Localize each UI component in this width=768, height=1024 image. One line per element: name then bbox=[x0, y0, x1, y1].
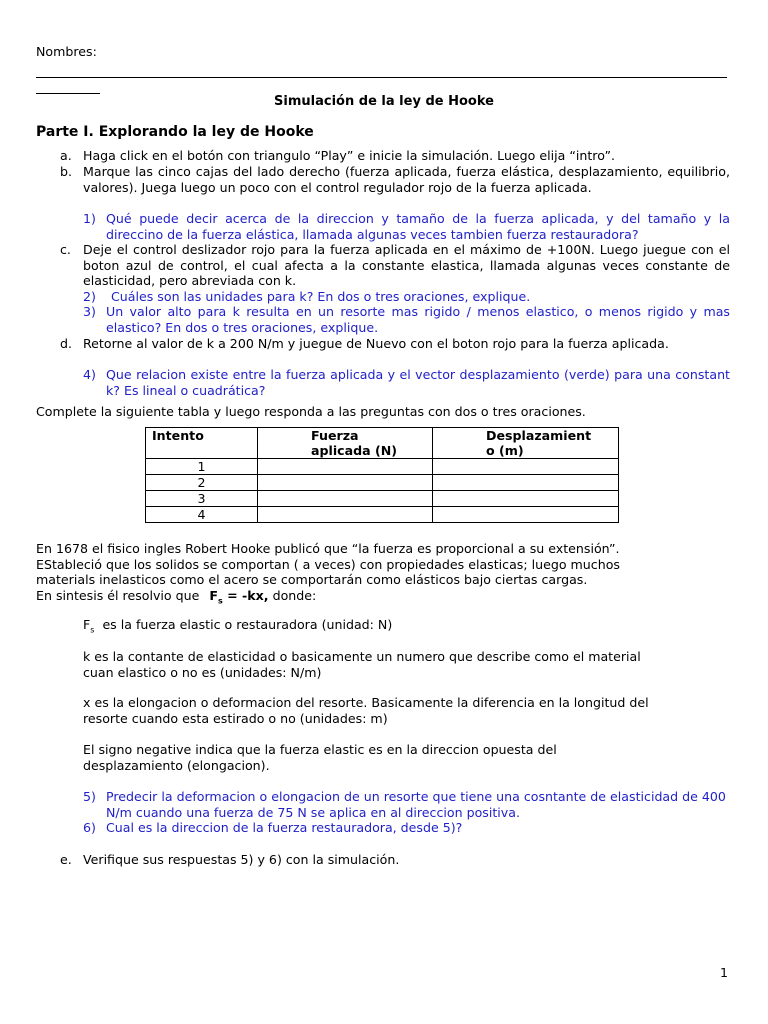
item-c-marker: c. bbox=[60, 242, 71, 257]
question-4-text: Que relacion existe entre la fuerza aplicada y el vector desplazamiento (verde) para una constant k? Es lineal o cuadrática? bbox=[106, 367, 730, 398]
sign-line-2: desplazamiento (elongacion). bbox=[83, 757, 270, 773]
item-b-marker: b. bbox=[60, 164, 72, 179]
page-title: Simulación de la ley de Hooke bbox=[274, 94, 494, 109]
desplazamiento-cell[interactable] bbox=[433, 507, 619, 523]
header-fuerza-line2: aplicada (N) bbox=[311, 443, 398, 458]
item-b-text: Marque las cinco cajas del lado derecho (fuerza aplicada, fuerza elástica, desplazamiento, equilibrio, valores). Juega luego un poco con el control regulador rojo de la fuerza aplicada. bbox=[83, 164, 730, 195]
table-row bbox=[146, 475, 619, 491]
table-row bbox=[146, 459, 619, 475]
hooke-formula bbox=[209, 588, 269, 606]
desplazamiento-cell[interactable] bbox=[433, 491, 619, 507]
fs-symbol: F bbox=[83, 617, 91, 632]
intento-cell: 3 bbox=[146, 491, 258, 507]
fs-text: es la fuerza elastic o restauradora (unidad: N) bbox=[102, 617, 393, 632]
x-line-1: x es la elongacion o deformacion del resorte. Basicamente la diferencia en la longitud del bbox=[83, 695, 649, 710]
history-paragraph bbox=[36, 541, 620, 609]
question-5-text: Predecir la deformacion o elongacion de un resorte que tiene una cosntante de elasticidad de 400 N/m cuando una fuerza de 75 N se aplica en al direccion positiva. bbox=[106, 789, 726, 820]
desplazamiento-cell[interactable] bbox=[433, 475, 619, 491]
header-intento bbox=[146, 428, 258, 459]
item-e-text: Verifique sus respuestas 5) y 6) con la simulación. bbox=[83, 852, 400, 867]
data-table bbox=[145, 427, 619, 523]
history-line-1: En 1678 el fisico ingles Robert Hooke publicó que “la fuerza es proporcional a su extensión”. bbox=[36, 541, 620, 556]
header-desp-line2: o (m) bbox=[486, 443, 524, 458]
history-line-2: EStableció que los solidos se comportan ( a veces) con propiedades elasticas; luego muchos bbox=[36, 556, 620, 572]
formula-f: F bbox=[209, 588, 218, 604]
question-1-text: Qué puede decir acerca de la direccion y tamaño de la fuerza aplicada, y del tamaño y la direccino de la fuerza elástica, llamada algunas veces tambien fuerza restauradora? bbox=[106, 211, 730, 242]
history-line-4-prefix: En sintesis él resolvio que bbox=[36, 588, 200, 604]
definition-k bbox=[83, 649, 641, 680]
item-a-marker: a. bbox=[60, 148, 72, 163]
desplazamiento-cell[interactable] bbox=[433, 459, 619, 475]
fs-sub: s bbox=[90, 625, 95, 635]
header-desp-line1: Desplazamient bbox=[486, 428, 592, 443]
question-6-text: Cual es la direccion de la fuerza restauradora, desde 5)? bbox=[106, 820, 463, 835]
definition-x bbox=[83, 695, 649, 726]
part-title: Parte I. Explorando la ley de Hooke bbox=[36, 124, 314, 140]
header-desplazamiento bbox=[433, 428, 619, 459]
names-line bbox=[36, 77, 727, 78]
table-header-row bbox=[146, 428, 619, 459]
history-line-4-suffix: donde: bbox=[268, 588, 317, 604]
question-5-marker: 5) bbox=[83, 789, 96, 804]
question-2-marker: 2) bbox=[83, 289, 96, 304]
fuerza-cell[interactable] bbox=[258, 475, 433, 491]
question-2-text: Cuáles son las unidades para k? En dos o tres oraciones, explique. bbox=[111, 289, 531, 304]
fuerza-cell[interactable] bbox=[258, 507, 433, 523]
item-c-text: Deje el control deslizador rojo para la fuerza aplicada en el máximo de +100N. Luego juegue con el boton azul de control, el cual afecta a la constante elastica, llamada algunas veces constante de elasticidad, pero abreviada con k. bbox=[83, 242, 730, 289]
question-1-marker: 1) bbox=[83, 211, 96, 226]
formula-sub: s bbox=[217, 596, 223, 606]
table-intro: Complete la siguiente tabla y luego responda a las preguntas con dos o tres oraciones. bbox=[36, 404, 586, 419]
definition-fs bbox=[83, 617, 392, 635]
names-label: Nombres: bbox=[36, 44, 97, 59]
intento-cell: 2 bbox=[146, 475, 258, 491]
history-line-3: materials inelasticos como el acero se comportarán como elásticos bajo ciertas cargas. bbox=[36, 572, 588, 588]
question-6-marker: 6) bbox=[83, 820, 96, 835]
question-4-marker: 4) bbox=[83, 367, 96, 382]
header-fuerza-line1: Fuerza bbox=[311, 428, 359, 443]
item-e-marker: e. bbox=[60, 852, 72, 867]
item-d-marker: d. bbox=[60, 336, 72, 351]
item-a-text: Haga click en el botón con triangulo “Play” e inicie la simulación. Luego elija “intro”. bbox=[83, 148, 615, 163]
question-3-text: Un valor alto para k resulta en un resorte mas rigido / menos elastico, o menos rigido y mas elastico? En dos o tres oraciones, explique. bbox=[106, 304, 730, 335]
table-row bbox=[146, 507, 619, 523]
item-d-text: Retorne al valor de k a 200 N/m y juegue de Nuevo con el boton rojo para la fuerza aplicada. bbox=[83, 336, 669, 351]
fuerza-cell[interactable] bbox=[258, 459, 433, 475]
k-line-2: cuan elastico o no es (unidades: N/m) bbox=[83, 664, 322, 680]
fuerza-cell[interactable] bbox=[258, 491, 433, 507]
question-3-marker: 3) bbox=[83, 304, 96, 319]
intento-cell: 1 bbox=[146, 459, 258, 475]
header-fuerza bbox=[258, 428, 433, 459]
header-intento-label: Intento bbox=[152, 428, 204, 443]
page-number: 1 bbox=[720, 965, 729, 980]
intento-cell: 4 bbox=[146, 507, 258, 523]
formula-rest: = -kx, bbox=[222, 588, 269, 604]
table-row bbox=[146, 491, 619, 507]
sign-line-1: El signo negative indica que la fuerza elastic es en la direccion opuesta del bbox=[83, 742, 557, 757]
x-line-2: resorte cuando esta estirado o no (unidades: m) bbox=[83, 710, 388, 726]
history-line-4 bbox=[36, 588, 620, 609]
definition-sign bbox=[83, 742, 557, 773]
k-line-1: k es la contante de elasticidad o basicamente un numero que describe como el material bbox=[83, 649, 641, 664]
